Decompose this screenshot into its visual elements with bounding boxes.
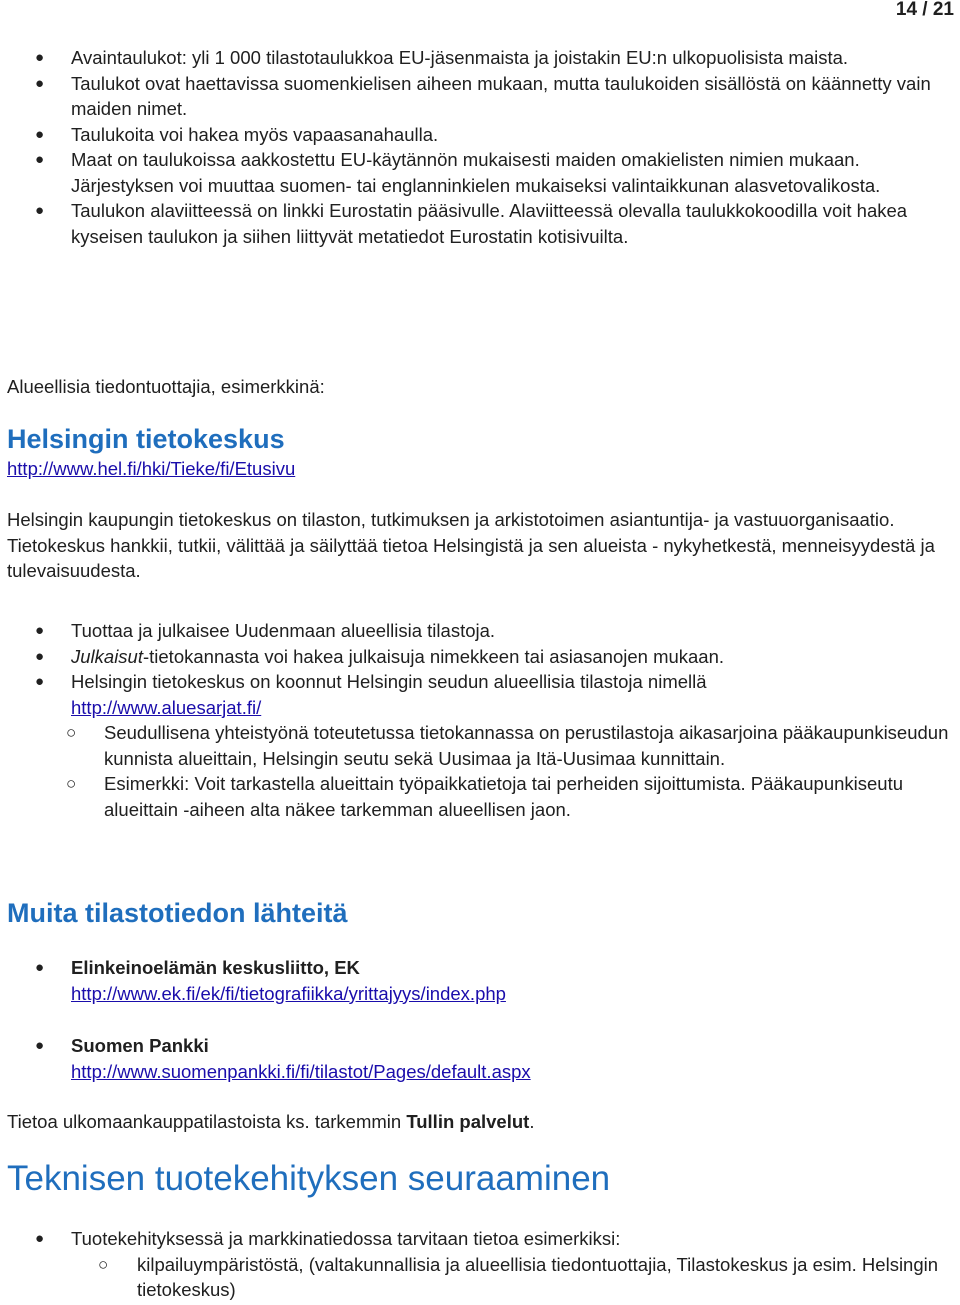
helsinki-heading: Helsingin tietokeskus xyxy=(7,424,285,454)
bullet-icon: ● xyxy=(35,49,45,66)
list-item: ● Tuotekehityksessä ja markkinatiedossa tarvitaan tietoa esimerkiksi: xyxy=(0,1226,960,1252)
customs-services: Tullin palvelut xyxy=(406,1111,530,1132)
aluesarjat-link[interactable]: http://www.aluesarjat.fi/ xyxy=(71,696,262,718)
bullet-icon: ● xyxy=(35,622,45,639)
bullet-icon: ● xyxy=(35,74,45,92)
bullet-icon: ● xyxy=(35,959,45,976)
customs-text: Tietoa ulkomaankauppatilastoista ks. tarkemmin Tullin palvelut. xyxy=(7,1111,535,1132)
helsinki-bullets xyxy=(0,618,960,822)
list-item: ● Taulukot ovat haettavissa suomenkielisen aiheen mukaan, mutta taulukoiden sisällöstä on käännetty vain maiden nimet. xyxy=(35,72,931,119)
tech-heading: Teknisen tuotekehityksen seuraaminen xyxy=(7,1159,611,1198)
sub-list-item: ○ Seudullisena yhteistyönä toteutetussa tietokannassa on perustilastoja aikasarjoina pääkaupunkiseudun kunnista alueittain, Helsingin seutu sekä Uusimaa ja Itä-Uusimaa kunnittain. xyxy=(66,722,949,769)
bullet-icon: ● xyxy=(35,125,45,143)
suomenpankki-link[interactable]: http://www.suomenpankki.fi/fi/tilastot/Pages/default.aspx xyxy=(71,1060,531,1082)
ek-link[interactable]: http://www.ek.fi/ek/fi/tietografiikka/yrittajyys/index.php xyxy=(71,982,506,1004)
list-item: ● Elinkeinoelämän keskusliitto, EK http://www.ek.fi/ek/fi/tietografiikka/yrittajyys/index.php xyxy=(35,957,506,1004)
julkaisut-italic: Julkaisut xyxy=(71,645,143,667)
list-item: ● Tuottaa ja julkaisee Uudenmaan alueellisia tilastoja. xyxy=(0,618,960,644)
helsinki-para-2: Tietokeskus hankkii, tutkii, välittää ja säilyttää tietoa Helsingistä ja sen alueista - nykyhetkestä, menneisyydestä ja tulevaisuudesta. xyxy=(7,534,935,581)
list-item: ● Maat on taulukoissa aakkostettu EU-käytännön mukaisesti maiden omakielisten nimien mukaan. Järjestyksen voi muuttaa suomen- tai englanninkielen mukaiseksi valintaikkunan alasvetovalikosta. xyxy=(35,149,881,196)
regional-intro: Alueellisia tiedontuottajia, esimerkkinä: xyxy=(7,376,325,397)
bullet-icon: ● xyxy=(35,673,45,690)
circle-bullet-icon: ○ xyxy=(98,1254,109,1274)
sub-list-item: ○ kilpailuympäristöstä, (valtakunnallisia ja alueellisia tiedontuottajia, Tilastokeskus ja esim. Helsingin tietokeskus) xyxy=(98,1253,939,1300)
list-item: ● Suomen Pankki http://www.suomenpankki.fi/fi/tilastot/Pages/default.aspx xyxy=(35,1035,531,1082)
list-item: ● Julkaisut-tietokannasta voi hakea julkaisuja nimekkeen tai asiasanojen mukaan. xyxy=(0,644,960,670)
bullet-icon: ● xyxy=(35,202,45,219)
other-sources-heading: Muita tilastotiedon lähteitä xyxy=(7,898,348,928)
list-item: ● Avaintaulukot: yli 1 000 tilastotaulukkoa EU-jäsenmaista ja joistakin EU:n ulkopuolisista maista. xyxy=(0,45,960,71)
list-item: ● Taulukon alaviitteessä on linkki Eurostatin pääsivulle. Alaviitteessä olevalla taulukkokoodilla voit hakea kyseisen taulukon ja siihen liittyvät metatiedot Eurostatin kotisivuilta. xyxy=(35,200,908,247)
helsinki-para-1: Helsingin kaupungin tietokeskus on tilaston, tutkimuksen ja arkistotoimen asiantuntija- ja vastuuorganisaatio. xyxy=(7,509,895,530)
bullet-icon: ● xyxy=(35,1037,45,1054)
list-item: ● Taulukoita voi hakea myös vapaasanahaulla. xyxy=(0,122,960,148)
bullet-icon: ● xyxy=(35,647,45,665)
list-item: ● Helsingin tietokeskus on koonnut Helsingin seudun alueellisia tilastoja nimellä http://www.aluesarjat.fi/ xyxy=(35,671,707,718)
circle-bullet-icon: ○ xyxy=(66,774,77,793)
sub-list-item: ○ Esimerkki: Voit tarkastella alueittain työpaikkatietoja tai perheiden sijoittumista. Pääkaupunkiseutu alueittain -aiheen alta näkee tarkemman alueellisen jaon. xyxy=(66,773,904,820)
tech-list xyxy=(0,1226,960,1303)
page-number: 14 / 21 xyxy=(895,0,954,20)
helsinki-link[interactable]: http://www.hel.fi/hki/Tieke/fi/Etusivu xyxy=(7,458,296,479)
bullet-icon: ● xyxy=(35,151,45,168)
circle-bullet-icon: ○ xyxy=(66,723,77,742)
eurostat-bullets xyxy=(0,45,960,249)
bullet-icon: ● xyxy=(35,1230,45,1247)
other-sources-list xyxy=(0,955,960,1006)
